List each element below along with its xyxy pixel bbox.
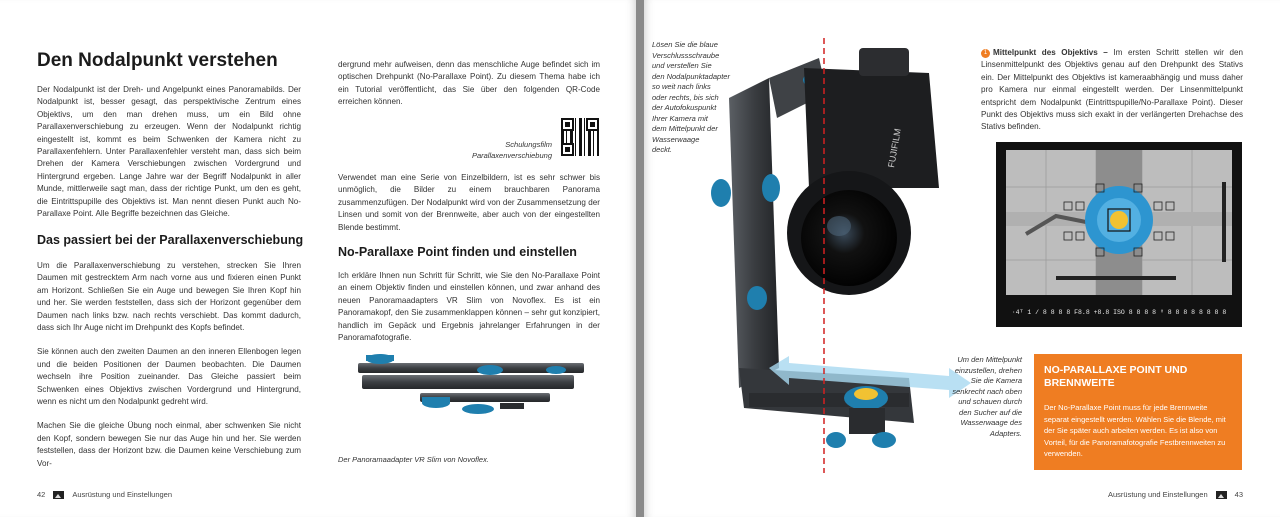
picture-icon: [53, 491, 64, 499]
caption-line: Lösen Sie die blaue: [652, 40, 718, 49]
step-body: Im ersten Schritt stellen wir den Linsenmittelpunkt des Objektivs genau auf den Drehpunkt des Stativs ein. Der Mittelpunkt des Objektivs ist kameraabhängig und muss daher pro Kamera nur einmal eingestellt werden. Der Linsenmittelpunkt entspricht dem Nodalpunkt (Eintrittspupille/No-Parallaxe Point). Dieser Punkt des Objektivs muss sich exakt in der verlängerten Drehachse des Stativs befinden.: [981, 48, 1243, 132]
caption-line: Ihrer Kamera mit: [652, 113, 708, 123]
picture-icon: [1216, 491, 1227, 499]
footer-left: [37, 490, 172, 499]
caption-line: Adapters.: [989, 428, 1022, 438]
caption-line: Verschlussschraube: [652, 50, 720, 60]
caption-line: so weit nach links: [652, 82, 711, 91]
page-number: 43: [1234, 489, 1243, 499]
info-box: [1034, 354, 1242, 470]
viewfinder-readout: ·4ᵀ 1 / 8 8 8 8 F8.8 +8.8 ISO 8 8 8 8 ⁸ 8 8 8 8 8 8 8 8: [1011, 309, 1227, 316]
caption-line: deckt.: [652, 145, 673, 154]
info-box-title-line: NO-PARALLAXE POINT UND: [1044, 364, 1188, 376]
qr-code[interactable]: [561, 118, 599, 156]
col2-top-text: [338, 59, 600, 121]
section-paragraph: Machen Sie die gleiche Übung noch einmal, aber schwenken Sie nicht den Kopf, sondern bewegen Sie nur das Auge hin und her. Sie werden feststellen, dass der Horizont bzw. die Daumen keine Verschiebung zum Vor-: [37, 421, 301, 468]
info-box-title: [1044, 364, 1187, 390]
col2-top-paragraph: dergrund mehr aufweisen, denn das menschliche Auge befindet sich im optischen Drehpunkt (No-Parallaxe Point). Zu diesem Thema habe ich ein Tutorial veröffentlicht, das Sie über den folgenden QR-Code erreichen können.: [338, 60, 600, 107]
caption-line: und verstellen Sie: [652, 61, 712, 70]
viewfinder-image: [996, 142, 1242, 327]
qr-caption: [440, 140, 552, 161]
caption-line: Wasserwaage des: [960, 418, 1022, 427]
intro-text: [37, 84, 301, 232]
camera-brand-label: FUJIFILM: [886, 127, 903, 169]
caption-line: oder rechts, bis sich: [652, 92, 719, 102]
col2-bottom-paragraph: Ich erkläre Ihnen nun Schritt für Schritt, wie Sie den No-Parallaxe Point an einem Objektiv finden und einstellen können, und zwar anhand des neuen Panoramaadapters VR Slim von Novoflex. Es ist ein Panoramakopf, den Sie zusammenklappen können – sehr gut konzipiert, handlich im Gepäck und Ergebnis jahrelanger Erfahrungen in der Panoramafotografie.: [338, 271, 600, 343]
caption-line: den Sucher auf die: [959, 407, 1022, 417]
intro-paragraph: Der Nodalpunkt ist der Dreh- und Angelpunkt eines Panoramabilds. Der Nodalpunkt ist, besser gesagt, das perspektivische Zentrum eines Objektivs, um den man drehen muss, um ein Bild ohne Parallaxenverschiebung zu erzeugen. Wenn der Nodalpunkt richtig eingestellt ist, kommt es beim Schwenken der Kamera nicht zu Parallaxenfehlern. Unter Parallaxenfehler versteht man, dass sich beim Drehen der Kamera Verschiebungen zwischen Vordergrund und Hintergrund ergeben. Lange Jahre war der Begriff Nodalpunkt in aller Munde, mittlerweile sagt man, dass der richtige Punkt, um den es geht, die Eintrittspupille des Objektivs ist. Man nennt diesen Punkt auch No-Parallaxe Point. Alle Begriffe bezeichnen das Gleiche.: [37, 85, 301, 219]
section-text: [37, 260, 301, 482]
section-paragraph: Um die Parallaxenverschiebung zu verstehen, strecken Sie Ihren Daumen mit gestrecktem Arm nach vorne aus und fixieren einen Punkt am Horizont. Schließen Sie ein Auge und bewegen Sie Ihren Kopf hin und her. Sie werden feststellen, dass sich der Horizont gegenüber dem Daumen nach links bzw. nach rechts verschiebt. Das kommt dadurch, dass sich Ihr Auge nicht im Drehpunkt des Kopfs befindet.: [37, 261, 301, 333]
step-1-text: [981, 47, 1243, 134]
section-heading-parallax: Das passiert bei der Parallaxenverschiebung: [37, 233, 304, 247]
page-number: 42: [37, 489, 46, 499]
caption-line: Um den Mittelpunkt: [957, 355, 1022, 364]
camera-caption-side: [914, 355, 1022, 439]
section-paragraph: Sie können auch den zweiten Daumen an den inneren Ellenbogen legen und die beiden Positionen der Daumen beobachten. Die Daumen wechseln ihre Position zueinander. Das Gleiche passiert beim Schwenken eines Objektivs zwischen Vordergrund und Hintergrund, wenn es nicht um den Nodalpunkt gedreht wird.: [37, 347, 301, 407]
right-page: [644, 0, 1280, 517]
col2-bottom-text: [338, 270, 600, 356]
caption-line: Wasserwaage: [652, 134, 700, 144]
caption-line: der Autofokuspunkt: [652, 103, 717, 112]
caption-line: senkrecht nach oben: [952, 386, 1022, 396]
caption-line: einzustellen, drehen: [954, 365, 1022, 375]
step-heading: Mittelpunkt des Objektivs –: [993, 48, 1108, 57]
info-box-text: Der No-Parallaxe Point muss für jede Brennweite separat eingestellt werden. Wählen Sie die Blende, mit der Sie später auch arbeiten werden. Es ist also von Vorteil, für die Panoramafotografie Festbrennweiten zu verwenden.: [1044, 403, 1226, 458]
caption-line: und schauen durch: [958, 397, 1022, 406]
info-box-title-line: BRENNWEITE: [1044, 377, 1115, 389]
qr-caption-line: Schulungsfilm: [505, 140, 552, 149]
qr-caption-line: Parallaxenverschiebung: [471, 150, 552, 160]
section-heading-no-parallax: No-Parallaxe Point finden und einstellen: [338, 245, 577, 259]
step-number-badge: 1: [981, 49, 990, 58]
col2-mid-paragraph: Verwendet man eine Serie von Einzelbildern, ist es sehr schwer bis unmöglich, die Bilder zu einem brauchbaren Panorama zusammenzufügen. Der Nodalpunkt wird von der Zusammensetzung der Linsen und somit von der Brennweite, aber auch von der eingestellten Blende bestimmt.: [338, 173, 600, 232]
footer-label: Ausrüstung und Einstellungen: [72, 489, 172, 499]
left-page: [0, 0, 636, 517]
caption-line: den Nodalpunktadapter: [652, 71, 730, 81]
adapter-caption: Der Panoramaadapter VR Slim von Novoflex.: [338, 455, 489, 464]
panorama-adapter-image: [350, 345, 590, 420]
footer-label: Ausrüstung und Einstellungen: [1108, 489, 1208, 499]
page-title: Den Nodalpunkt verstehen: [37, 50, 278, 71]
caption-line: dem Mittelpunkt der: [652, 124, 718, 133]
footer-right: [1108, 490, 1243, 499]
caption-line: Sie die Kamera: [970, 376, 1022, 385]
col2-mid-text: [338, 172, 600, 246]
